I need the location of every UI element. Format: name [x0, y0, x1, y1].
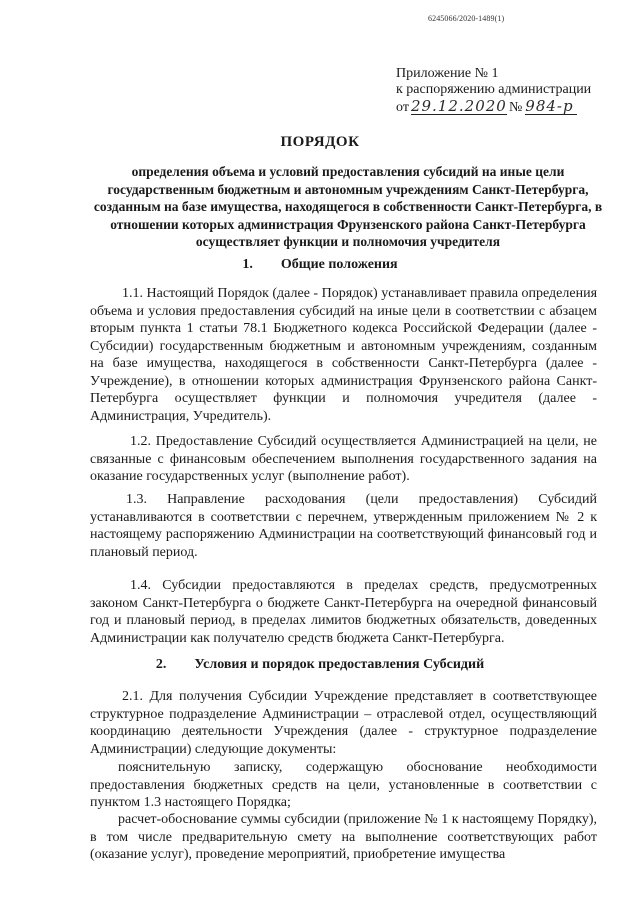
document-id: 6245066/2020-1489(1): [428, 14, 505, 23]
paragraph-1-4: 1.4. Субсидии предоставляются в пределах средств, предусмотренных законом Санкт-Петербурга о бюджете Санкт-Петербурга на очередной финансовый год и плановый период, в пределах лимитов бюджетных обязательств, доведенных Администрации как получателю средств бюджета Санкт-Петербурга.: [90, 578, 597, 646]
paragraph-1-2: 1.2. Предоставление Субсидий осуществляется Администрацией на цели, не связанные с финансовым обеспечением выполнения государственного задания на оказание государственных услуг (выполнение работ).: [90, 434, 597, 484]
from-label: от: [396, 100, 409, 115]
paragraph-1-3: 1.3. Направление расходования (цели предоставления) Субсидий устанавливаются в соответствии с перечнем, утвержденным приложением № 2 к настоящему распоряжению Администрации на соответствующий финансовый год и плановый период.: [90, 492, 597, 560]
document-subtitle: определения объема и условий предоставления субсидий на иные цели государственным бюджетным и автономным учреждениям Санкт-Петербурга, созданным на базе имущества, находящегося в собственности Санкт-Петербурга, в отношении которых администрация Фрунзенского района Санкт-Петербурга осуществляет функции и полномочия учредителя: [93, 164, 603, 249]
section-heading-2: [0, 657, 640, 673]
appendix-date-number-line: [396, 98, 591, 116]
handwritten-date: 29.12.2020: [410, 97, 507, 115]
section-heading-1: [0, 257, 640, 273]
section-title: Условия и порядок предоставления Субсидий: [194, 657, 485, 672]
number-label: №: [508, 100, 523, 115]
appendix-block: [396, 66, 591, 116]
section-title: Общие положения: [280, 257, 398, 272]
paragraph-calculation: расчет-обоснование суммы субсидии (приложение № 1 к настоящему Порядку), в том числе предварительную смету на выполнение соответствующих работ (оказание услуг), проведение мероприятий, приобретение имущества: [90, 812, 597, 862]
section-number: 2.: [155, 657, 167, 672]
appendix-line-1: Приложение № 1: [396, 66, 499, 81]
appendix-line-2: к распоряжению администрации: [396, 82, 592, 97]
paragraph-explanatory-note: пояснительную записку, содержащую обоснование необходимости предоставления бюджетных средств на цели, установленные в соответствии с пунктом 1.3 настоящего Порядка;: [90, 760, 597, 810]
paragraph-2-1: 2.1. Для получения Субсидии Учреждение представляет в соответствующее структурное подразделение Администрации – отраслевой отдел, осуществляющий координацию деятельности Учреждения (далее - структурное подразделение Администрации) следующие документы:: [90, 689, 597, 757]
document-title: ПОРЯДОК: [280, 134, 360, 150]
section-number: 1.: [242, 257, 253, 272]
handwritten-number: 984-р: [525, 98, 577, 115]
paragraph-1-1: 1.1. Настоящий Порядок (далее - Порядок) устанавливает правила определения объема и условия предоставления субсидий на иные цели в соответствии с абзацем вторым пункта 1 статьи 78.1 Бюджетного кодекса Российской Федерации (далее - Субсидии) государственным бюджетным и автономным учреждениям, созданным на базе имущества, находящегося в собственности Санкт-Петербурга (далее - Учреждение), в отношении которых администрация Фрунзенского района Санкт-Петербурга осуществляет функции и полномочия учредителя (далее - Администрация, Учредитель).: [90, 286, 598, 424]
